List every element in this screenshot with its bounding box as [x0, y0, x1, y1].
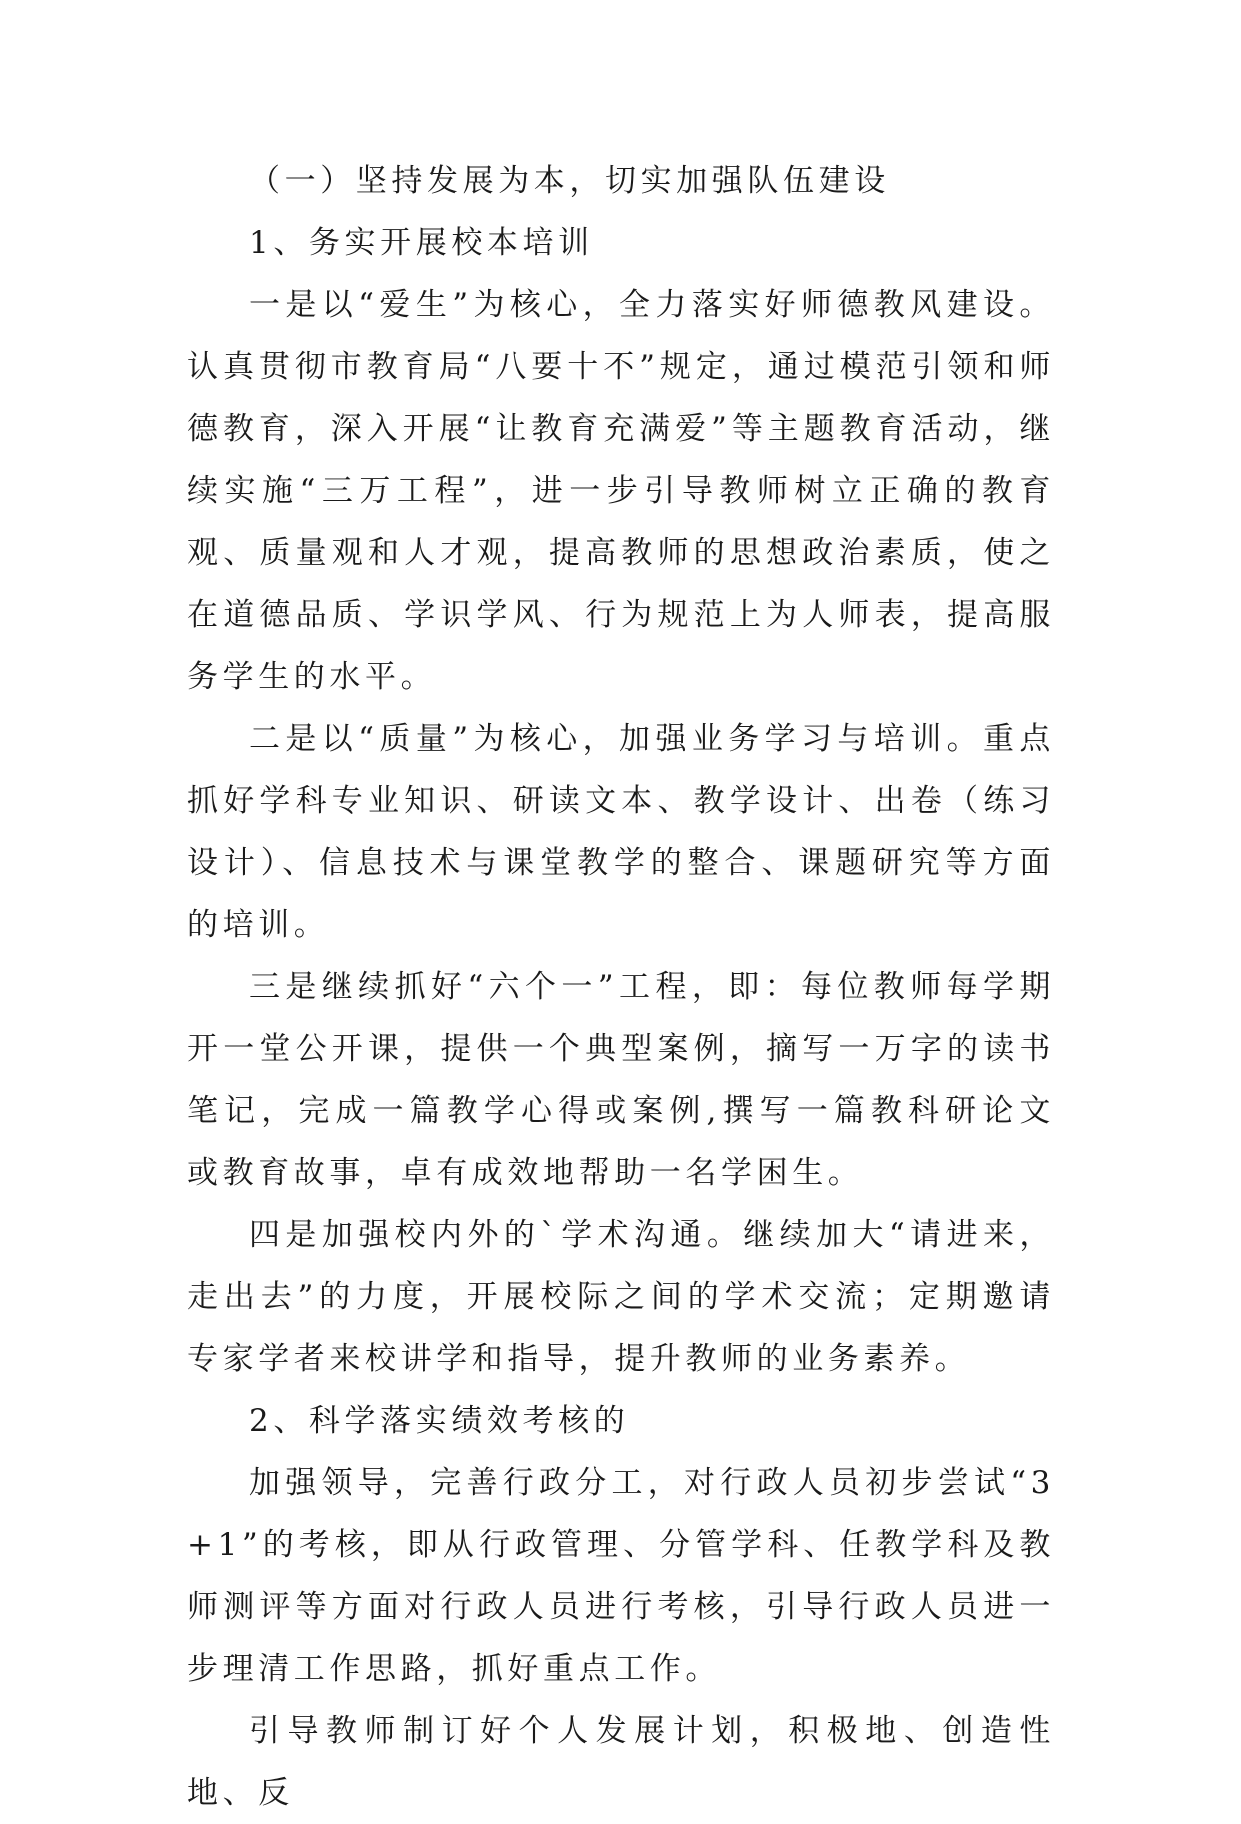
paragraph-ethics: 一是以“爱生”为核心，全力落实好师德教风建设。认真贯彻市教育局“八要十不”规定，通过模范引领和师德教育，深入开展“让教育充满爱”等主题教育活动，继续实施“三万工程”，进一步引导教师树立正确的教育观、质量观和人才观，提高教师的思想政治素质，使之在道德品质、学识学风、行为规范上为人师表，提高服务学生的水平。 [187, 287, 1055, 695]
document-body [187, 150, 1055, 1824]
subsection-heading-assessment: 2、科学落实绩效考核的 [249, 1403, 630, 1439]
paragraph-leadership: 加强领导，完善行政分工，对行政人员初步尝试“3+1”的考核，即从行政管理、分管学科、任教学科及教师测评等方面对行政人员进行考核，引导行政人员进一步理清工作思路，抓好重点工作。 [187, 1465, 1055, 1687]
paragraph-academic-exchange: 四是加强校内外的`学术沟通。继续加大“请进来，走出去”的力度，开展校际之间的学术交流；定期邀请专家学者来校讲学和指导，提升教师的业务素养。 [187, 1217, 1055, 1377]
paragraph-six-ones: 三是继续抓好“六个一”工程，即：每位教师每学期开一堂公开课，提供一个典型案例，摘写一万字的读书笔记，完成一篇教学心得或案例,撰写一篇教科研论文或教育故事，卓有成效地帮助一名学困生。 [187, 969, 1055, 1191]
section-heading: （一）坚持发展为本，切实加强队伍建设 [249, 163, 890, 199]
paragraph-development-plan: 引导教师制订好个人发展计划，积极地、创造性地、反 [187, 1713, 1055, 1811]
paragraph-quality: 二是以“质量”为核心，加强业务学习与培训。重点抓好学科专业知识、研读文本、教学设计、出卷（练习设计）、信息技术与课堂教学的整合、课题研究等方面的培训。 [187, 721, 1055, 943]
subsection-heading-training: 1、务实开展校本培训 [249, 225, 594, 261]
